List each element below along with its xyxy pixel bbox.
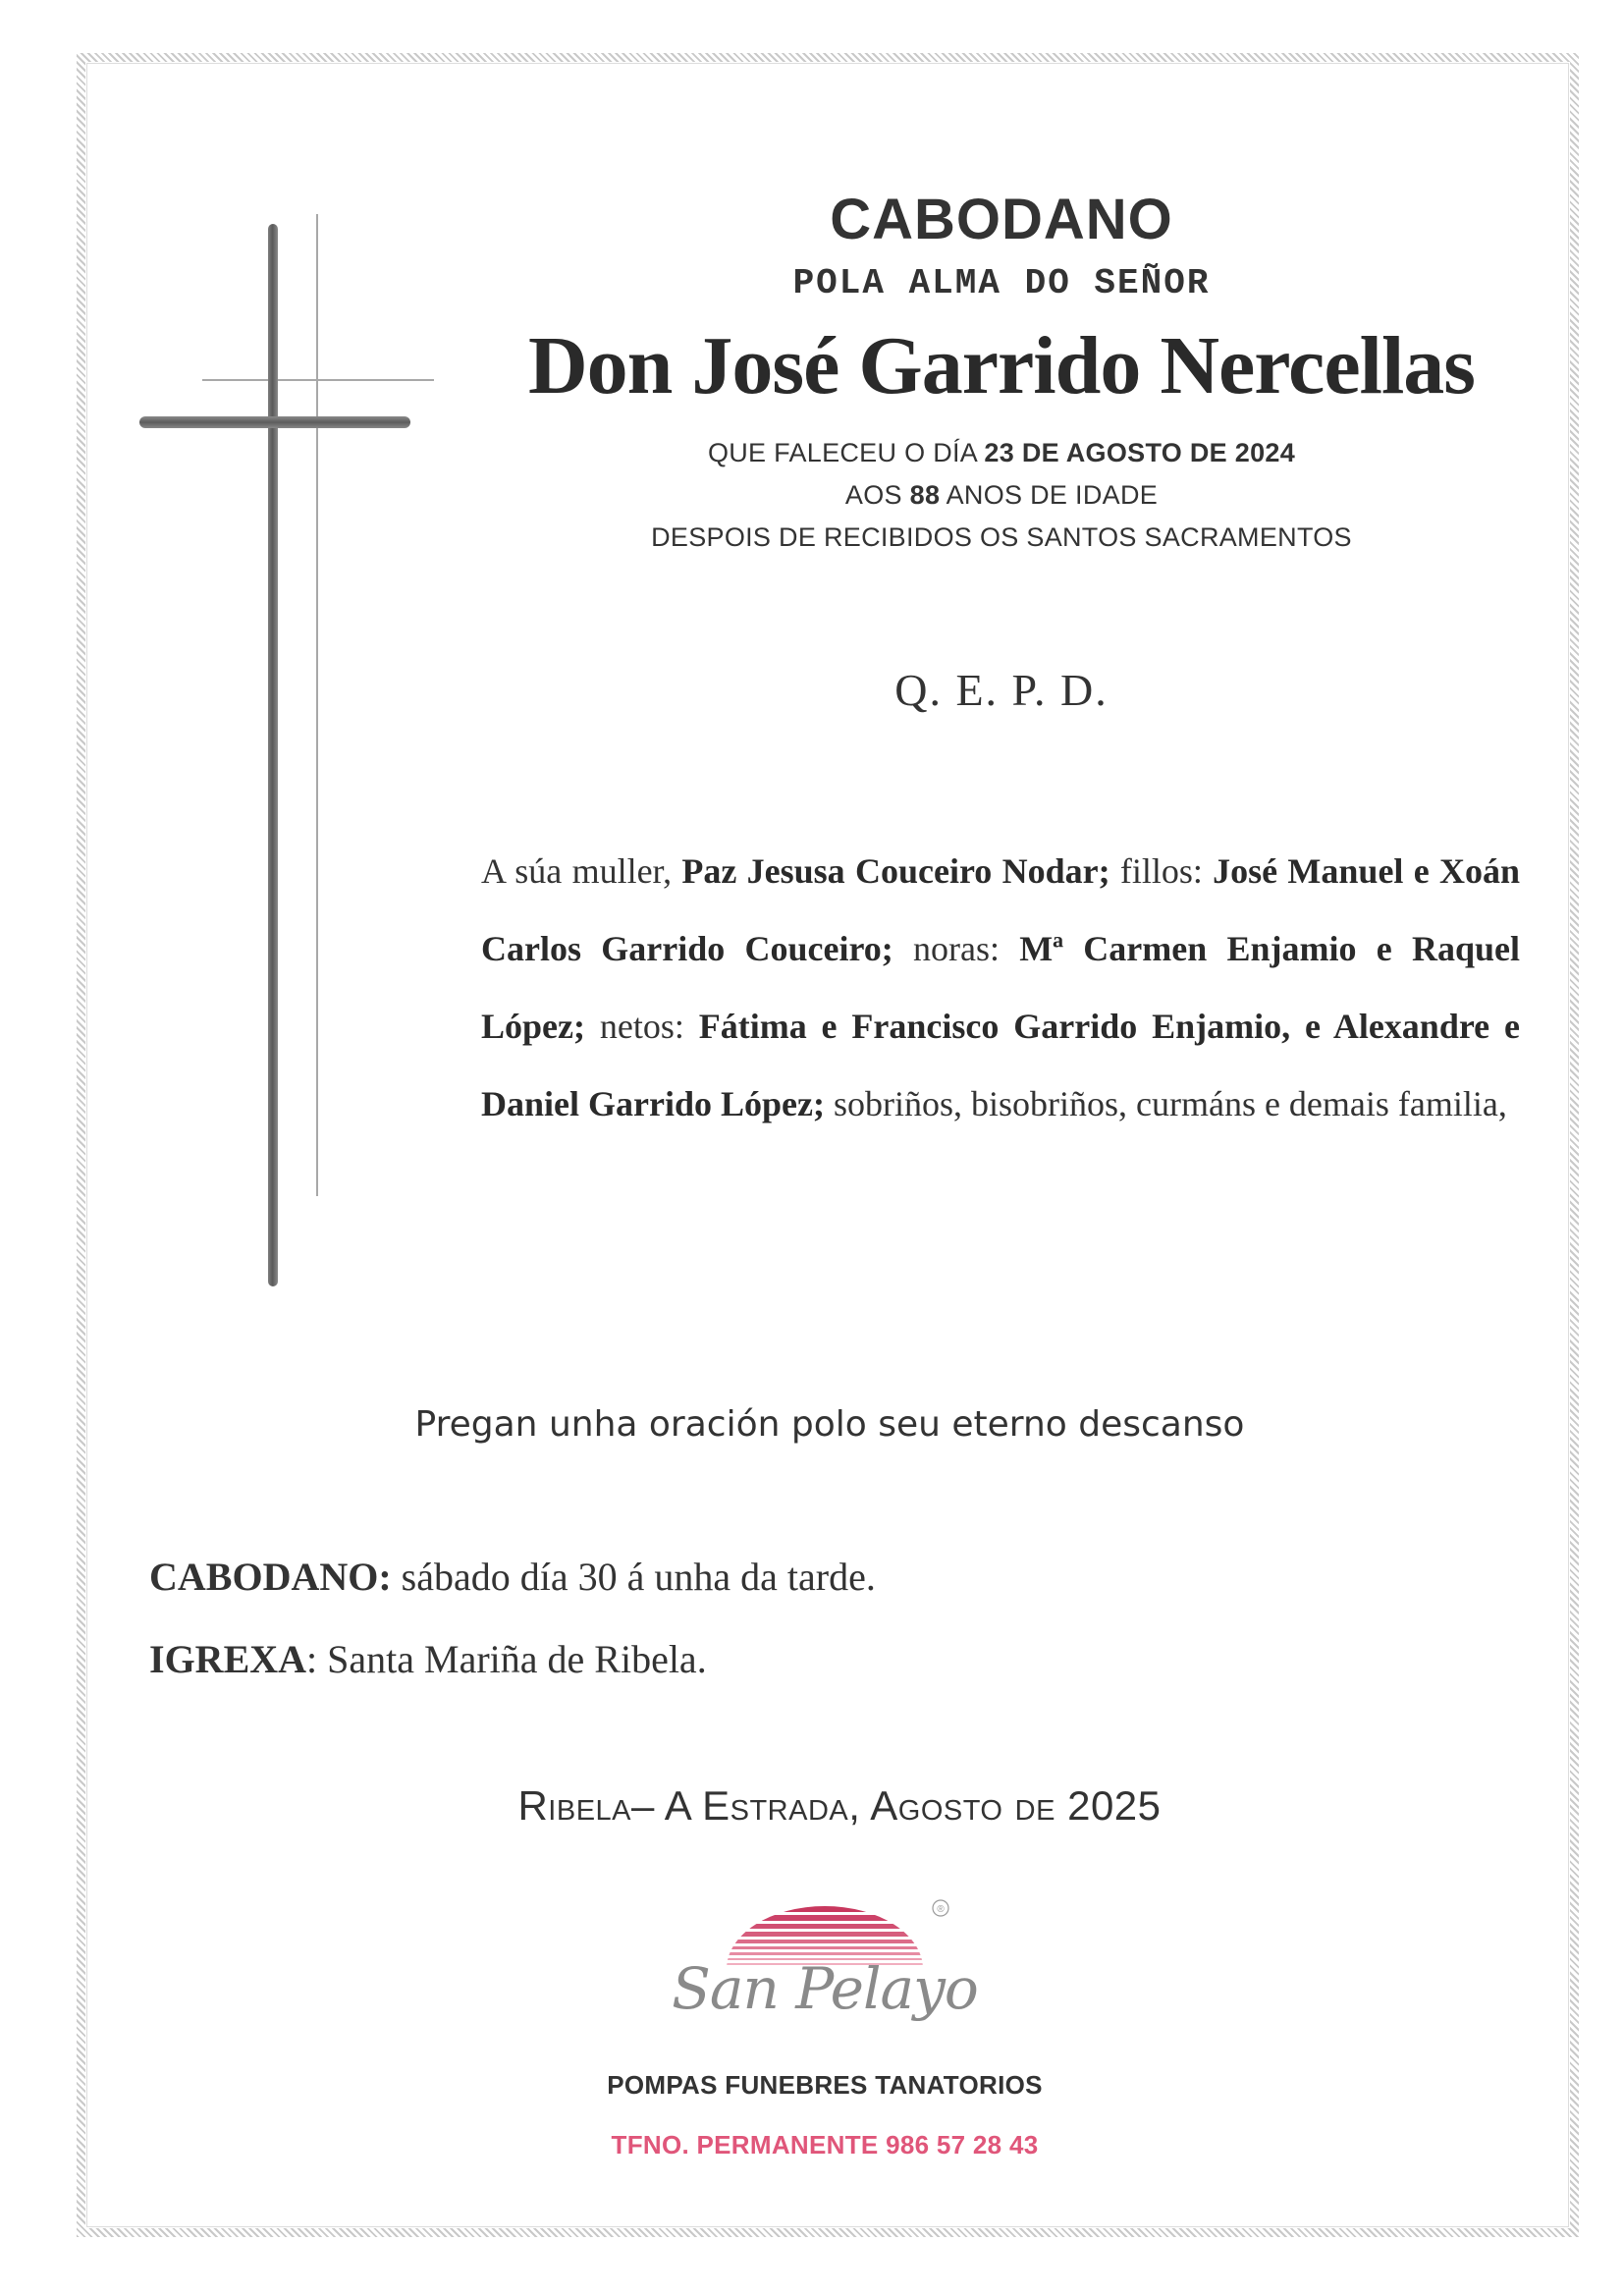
cabodano-label: CABODANO: — [149, 1555, 392, 1599]
grandchildren-label: netos: — [584, 1007, 699, 1046]
cross-vertical-bar — [268, 224, 278, 1286]
notice-title: CABODANO — [830, 188, 1173, 251]
igrexa-place: : Santa Mariña de Ribela. — [306, 1637, 707, 1681]
age-value: 88 — [909, 480, 941, 510]
age-prefix: AOS — [844, 480, 910, 510]
logo-wordmark: San Pelayo — [672, 1955, 978, 2022]
age-suffix: ANOS DE IDADE — [940, 480, 1159, 510]
notice-subtitle: POLA ALMA DO SEÑOR — [792, 263, 1211, 303]
grandchildren-names: Fátima e Francisco Garrido Enjamio, e Alexandre e Daniel Garrido López; — [481, 1007, 1520, 1123]
inlaws-names: Mª Carmen Enjamio e Raquel López; — [481, 929, 1520, 1046]
deceased-name: Don José Garrido Nercellas — [528, 320, 1475, 411]
cabodano-event — [149, 1554, 876, 1600]
registered-mark: ® — [937, 1904, 945, 1915]
place-date: Ribela– A Estrada, Agosto de 2025 — [517, 1782, 1162, 1829]
prayer-request: Pregan unha oración polo seu eterno descanso — [414, 1404, 1245, 1445]
death-date-prefix: QUE FALECEU O DÍA — [707, 438, 985, 467]
phone-number: TFNO. PERMANENTE 986 57 28 43 — [611, 2130, 1039, 2159]
children-names: José Manuel e Xoán Carlos Garrido Couceiro; — [481, 851, 1521, 968]
wife-name: Paz Jesusa Couceiro Nodar; — [681, 851, 1110, 891]
cross-horizontal-bar — [139, 416, 410, 428]
wife-label: A súa muller, — [481, 851, 682, 891]
sacraments-line: DESPOIS DE RECIBIDOS OS SANTOS SACRAMENTOS — [651, 522, 1352, 552]
qepd-text: Q. E. P. D. — [894, 665, 1109, 715]
death-date: 23 DE AGOSTO DE 2024 — [984, 438, 1296, 467]
company-name: POMPAS FUNEBRES TANATORIOS — [607, 2070, 1043, 2100]
children-label: fillos: — [1109, 851, 1214, 891]
cross-thin-vertical-line — [316, 214, 318, 1196]
inlaws-label: noras: — [893, 929, 1020, 968]
cross-thin-horizontal-line — [202, 379, 434, 381]
death-date-line — [461, 438, 1542, 468]
igrexa-event — [149, 1636, 707, 1682]
age-line — [461, 480, 1542, 511]
san-pelayo-logo — [668, 1881, 982, 2057]
family-paragraph — [481, 833, 1520, 1143]
igrexa-label: IGREXA — [149, 1637, 307, 1681]
cabodano-time: sábado día 30 á unha da tarde. — [391, 1555, 876, 1599]
other-relatives: sobriños, bisobriños, curmáns e demais familia, — [824, 1084, 1507, 1123]
